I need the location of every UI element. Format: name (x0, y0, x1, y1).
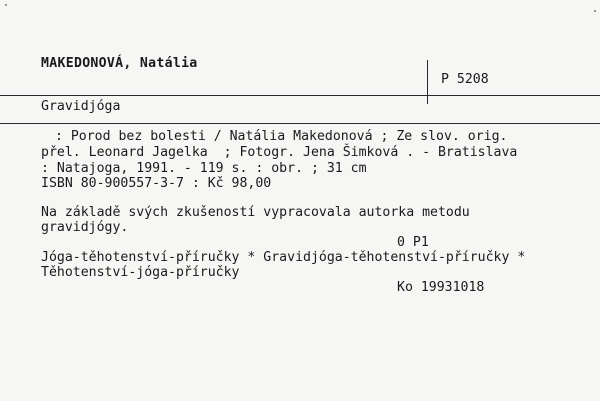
scan-speck (5, 4, 7, 6)
classification-code: 0 P1 (397, 235, 429, 250)
description-line-4: ISBN 80-900557-3-7 : Kč 98,00 (41, 176, 272, 191)
description-line-1: : Porod bez bolesti / Natália Makedonová ; Ze slov. orig. (47, 129, 508, 144)
description-line-2: přel. Leonard Jagelka ; Fotogr. Jena Šimková . - Bratislava (41, 145, 518, 160)
annotation-line-2: gravidjógy. (41, 220, 129, 235)
subject-heading: Gravidjóga (41, 99, 121, 114)
horizontal-rule-top (0, 95, 600, 96)
accession-number: Ko 19931018 (397, 280, 485, 295)
subject-line-2: Těhotenství-jóga-příručky (41, 265, 240, 280)
vertical-rule (427, 60, 428, 104)
scan-speck (594, 10, 596, 12)
shelf-mark: P 5208 (441, 72, 489, 87)
horizontal-rule-bottom (0, 123, 600, 124)
subject-line-1: Jóga-těhotenství-příručky * Gravidjóga-těhotenství-příručky * (41, 250, 526, 265)
description-line-3: : Natajoga, 1991. - 119 s. : obr. ; 31 cm (41, 161, 367, 176)
author-heading: MAKEDONOVÁ, Natália (41, 56, 198, 71)
annotation-line-1: Na základě svých zkušeností vypracovala autorka metodu (41, 205, 470, 220)
